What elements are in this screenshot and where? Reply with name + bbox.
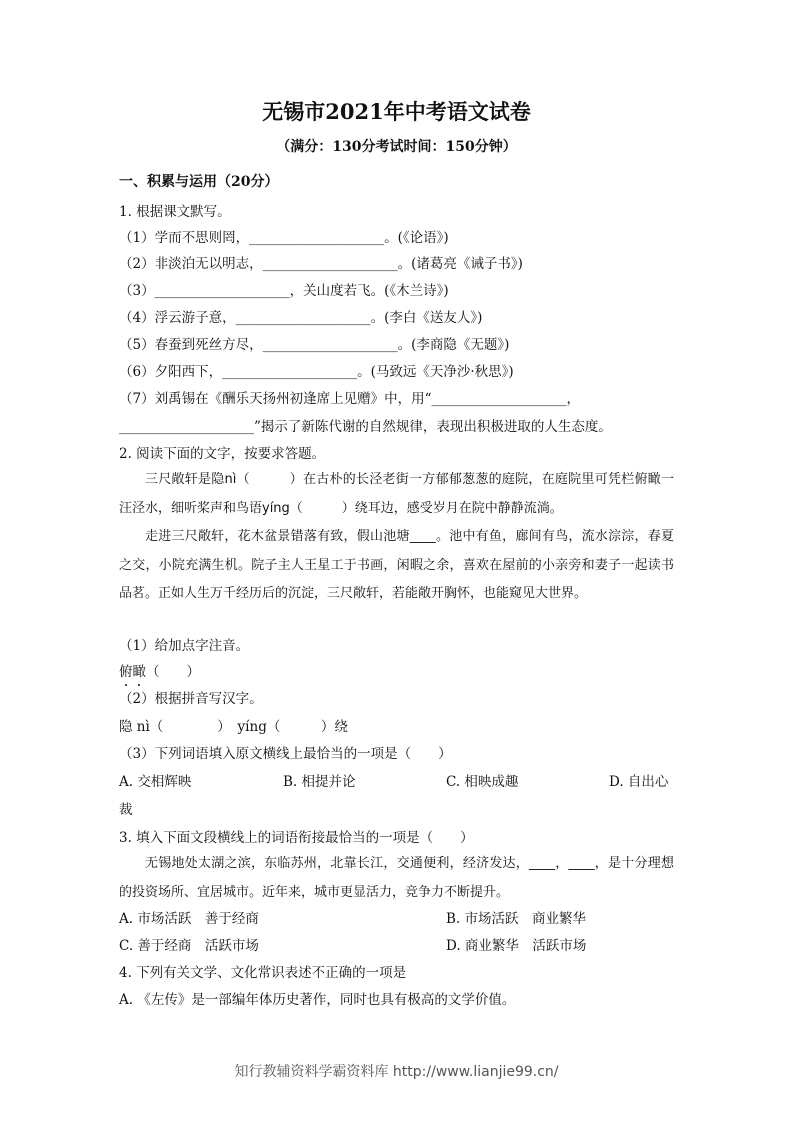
emphasis-char: 俯 [119, 664, 133, 680]
option-b: B. 相提并论 [283, 774, 356, 790]
passage-paragraph: 无锡地处太湖之滨，东临苏州，北靠长江，交通便利，经济发达，____，____，是十分理想的投资场所、宜居城市。近年来，城市更显活力，竞争力不断提升。 [119, 856, 674, 900]
question-3-stem: 3. 填入下面文段横线上的词语衔接最恰当的一项是（ ） [119, 830, 474, 846]
question-1-item-2: （2）非淡泊无以明志，____________________。(诸葛亮《诫子书》) [119, 256, 523, 272]
option-a: A. 《左传》是一部编年体历史著作，同时也具有极高的文学价值。 [119, 992, 516, 1008]
question-2-sub-1-word [119, 663, 200, 681]
answer-blank: （ ） [146, 664, 200, 680]
question-2-stem: 2. 阅读下面的文字，按要求答题。 [119, 446, 326, 462]
question-3-passage [119, 850, 674, 907]
question-4-stem: 4. 下列有关文学、文化常识表述不正确的一项是 [119, 965, 407, 981]
question-1-item-3: （3）____________________，关山度若飞。(《木兰诗》) [119, 283, 449, 299]
question-1-item-7-continued: ____________________”揭示了新陈代谢的自然规律，表现出积极进取的人生态度。 [119, 419, 612, 435]
section-heading: 一、积累与运用（20分） [119, 174, 279, 190]
option-d: D. 商业繁华 活跃市场 [446, 938, 587, 954]
footer-watermark: 知行教辅资料学霸资料库 http://www.lianjie99.cn/ [234, 1064, 559, 1080]
option-a: A. 交相辉映 [119, 774, 192, 790]
option-c: C. 相映成趣 [446, 774, 519, 790]
emphasis-char: 瞰 [132, 664, 146, 680]
question-1-item-5: （5）春蚕到死丝方尽，____________________。(李商隐《无题》) [119, 337, 510, 353]
question-1-item-6: （6）夕阳西下，____________________。(马致远《天净沙·秋思》) [119, 364, 514, 380]
question-1-item-7: （7）刘禹锡在《酬乐天扬州初逢席上见赠》中，用“____________________， [119, 391, 580, 407]
option-c: C. 善于经商 活跃市场 [119, 938, 259, 954]
option-d-wrap: 裁 [119, 802, 133, 818]
question-2-sub-2: （2）根据拼音写汉字。 [119, 691, 263, 707]
option-b: B. 市场活跃 商业繁华 [446, 911, 587, 927]
passage-paragraph: 三尺敞轩是隐nì（ ）在古朴的长泾老街一方郁郁葱葱的庭院，在庭院里可凭栏俯瞰一汪泾水，细听桨声和鸟语yíng（ ）绕耳边，感受岁月在院中静静流淌。 [119, 472, 674, 516]
page-title: 无锡市2021年中考语文试卷 [262, 99, 531, 124]
question-2-sub-3: （3）下列词语填入原文横线上最恰当的一项是（ ） [119, 746, 452, 762]
question-1-item-1: （1）学而不思则罔，____________________。(《论语》) [119, 230, 449, 246]
option-d: D. 自出心 [609, 774, 669, 790]
question-2-sub-1: （1）给加点字注音。 [119, 638, 250, 654]
question-2-passage [119, 466, 674, 609]
question-1-item-4: （4）浮云游子意，____________________。(李白《送友人》) [119, 310, 483, 326]
option-a: A. 市场活跃 善于经商 [119, 911, 259, 927]
page-subtitle: （满分：130分考试时间：150分钟） [276, 139, 517, 155]
question-1-stem: 1. 根据课文默写。 [119, 204, 231, 220]
question-2-sub-2-line: 隐 nì（ ） yíng（ ）绕 [119, 719, 348, 735]
passage-paragraph: 走进三尺敞轩，花木盆景错落有致，假山池塘____。池中有鱼，廊间有鸟，流水淙淙，春夏之交，小院充满生机。院子主人王星工于书画，闲暇之余，喜欢在屋前的小亲旁和妻子一起读书品茗。正如人生万千经历后的沉淀，三尺敞轩，若能敞开胸怀，也能窥见大世界。 [119, 529, 674, 601]
